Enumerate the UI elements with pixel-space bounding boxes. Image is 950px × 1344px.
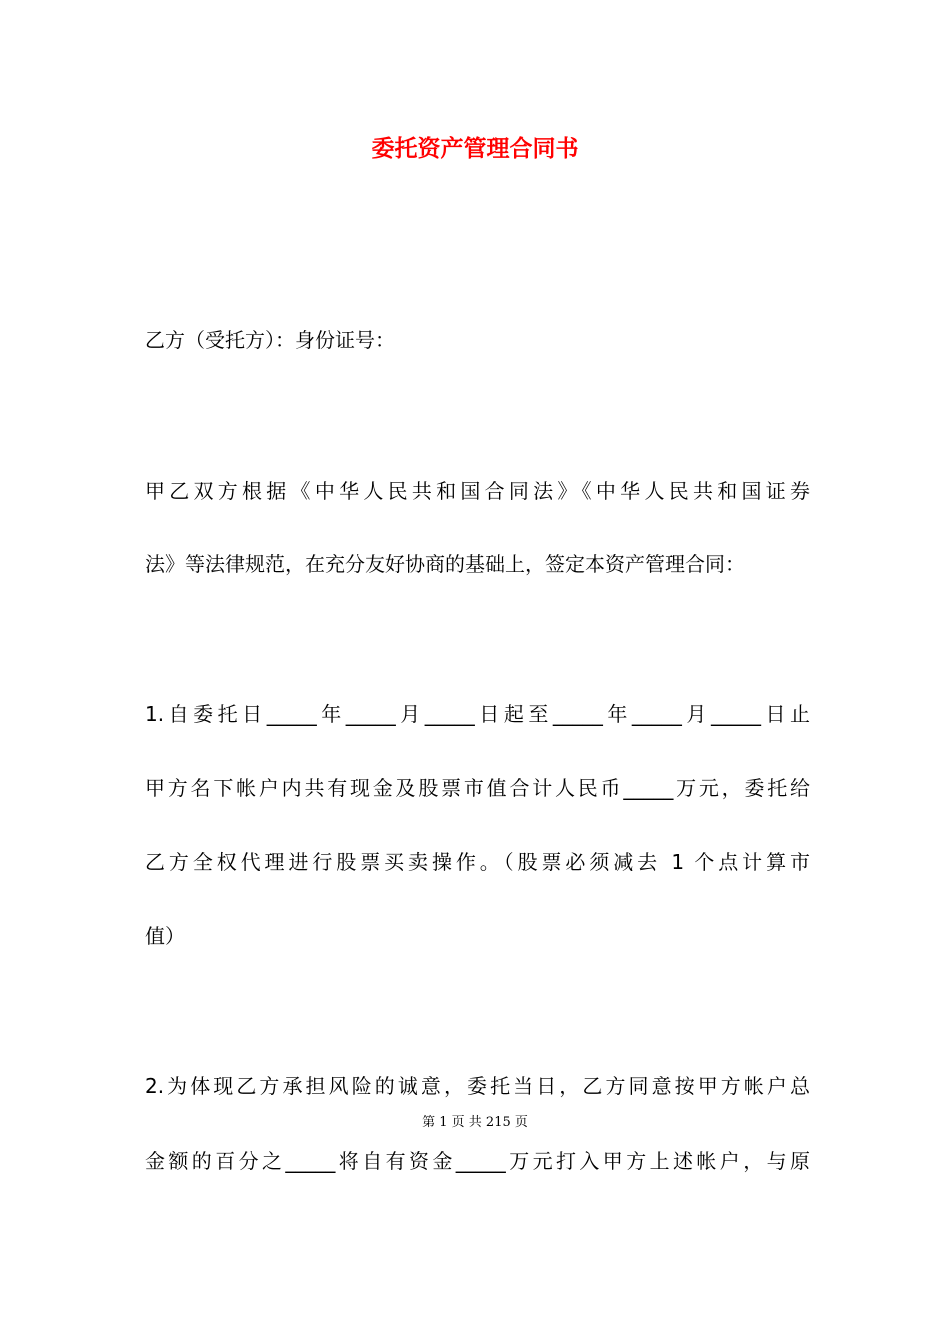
clause-1-line-3: 乙方全权代理进行股票买卖操作。（股票必须减去 1 个点计算市 (145, 850, 810, 874)
party-b-line: 乙方（受托方）：身份证号： (145, 328, 395, 352)
intro-line-1: 甲乙双方根据《中华人民共和国合同法》《中华人民共和国证券 (145, 479, 810, 503)
clause-1-line-4: 值） (145, 924, 185, 948)
page-number-footer: 第 1 页 共 215 页 (422, 1115, 528, 1130)
clause-1-line-2: 甲方名下帐户内共有现金及股票市值合计人民币_____万元，委托给 (145, 776, 810, 800)
clause-2-line-1: 2.为体现乙方承担风险的诚意，委托当日，乙方同意按甲方帐户总 (145, 1074, 810, 1098)
intro-line-2: 法》等法律规范，在充分友好协商的基础上，签定本资产管理合同： (145, 552, 745, 576)
document-title: 委托资产管理合同书 (371, 136, 579, 162)
clause-2-line-2: 金额的百分之_____将自有资金_____万元打入甲方上述帐户，与原 (145, 1149, 810, 1173)
clause-1-line-1: 1.自委托日_____年_____月_____日起至_____年_____月_____日止 (145, 702, 810, 726)
